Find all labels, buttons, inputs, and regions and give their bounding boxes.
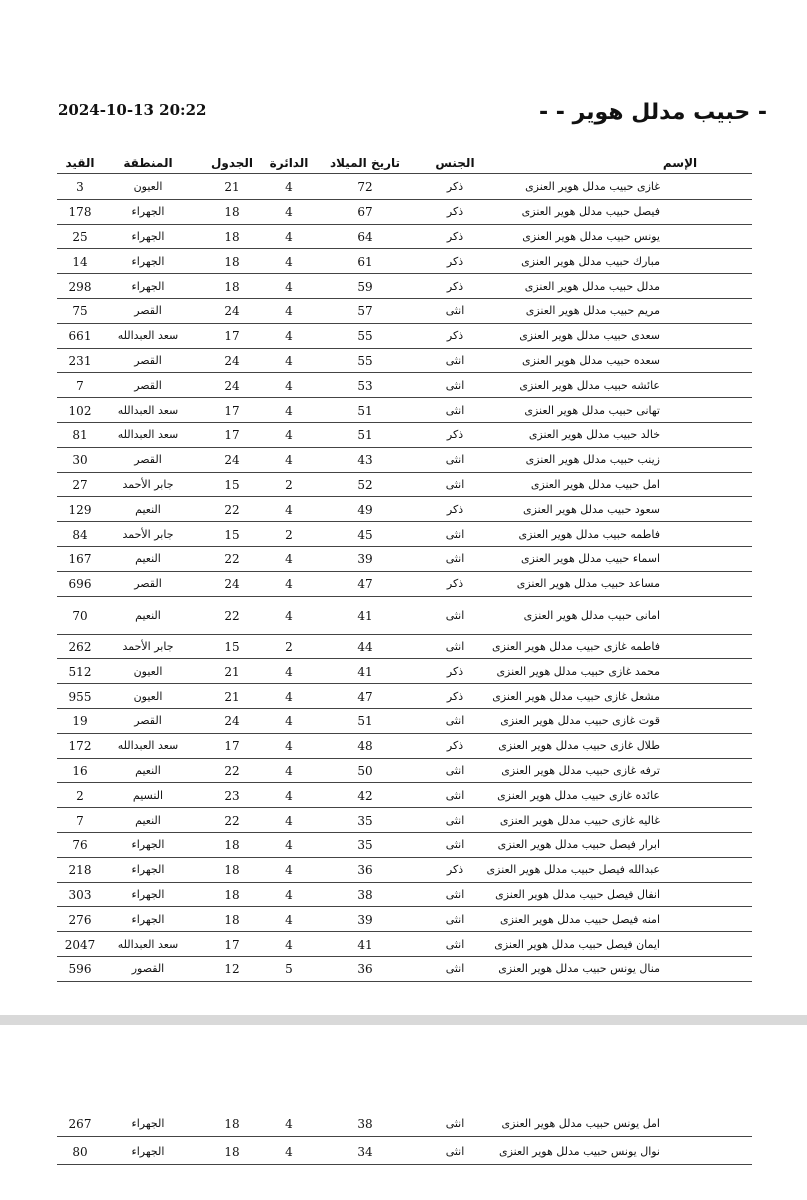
table-row-record: 30 <box>72 453 88 468</box>
table-row-birth: 61 <box>357 254 373 269</box>
table-row-birth: 38 <box>357 1117 373 1131</box>
table-row-table: 24 <box>224 354 240 368</box>
table-row-district: 4 <box>285 577 293 592</box>
table-row-gender: انثى <box>445 378 465 392</box>
table-row-gender: انثى <box>445 764 465 777</box>
table-row-birth: 41 <box>357 937 373 952</box>
table-row-birth: 41 <box>357 608 373 623</box>
table-row-district: 4 <box>285 329 293 344</box>
table-row-district: 4 <box>285 888 293 902</box>
area-header: المنطقة <box>123 156 173 170</box>
row-divider <box>57 956 752 957</box>
table-row-record: 75 <box>72 304 88 319</box>
table-row-gender: انثى <box>445 788 465 802</box>
table-row-birth: 45 <box>357 527 373 542</box>
table-row-district: 2 <box>285 527 293 542</box>
row-divider <box>57 372 752 373</box>
table-row-table: 15 <box>224 527 240 542</box>
table-row-district: 4 <box>285 279 293 294</box>
table-row-name: انفال فيصل حبيب مدلل هوير العنزى <box>495 888 660 901</box>
table-row-area: القصور <box>131 962 165 976</box>
table-row-name: سعده حبيب مدلل هوير العنزى <box>522 354 660 367</box>
table-row-name: مدلل حبيب مدلل هوير العنزى <box>524 279 660 293</box>
table-row-area: العيون <box>133 664 163 678</box>
table-row-area: الجهراء <box>131 205 165 219</box>
row-divider <box>57 708 752 709</box>
table-row-record: 76 <box>72 838 88 853</box>
table-row-birth: 47 <box>357 577 373 592</box>
table-row-table: 15 <box>224 478 240 492</box>
table-row-record: 81 <box>72 428 88 443</box>
row-divider <box>57 224 752 225</box>
table-row-area: الجهراء <box>131 230 165 243</box>
table-row-record: 167 <box>68 552 92 567</box>
table-row-birth: 35 <box>357 838 373 853</box>
row-divider <box>57 348 752 349</box>
table-row-birth: 49 <box>357 502 373 517</box>
row-divider <box>57 521 752 522</box>
row-divider <box>57 1164 752 1165</box>
table-row-record: 262 <box>68 640 92 654</box>
table-row-gender: ذكر <box>446 577 464 591</box>
table-row-table: 24 <box>224 378 240 393</box>
row-divider <box>57 546 752 547</box>
table-row-record: 303 <box>68 888 92 902</box>
table-row-record: 267 <box>68 1117 92 1131</box>
table-row-birth: 41 <box>357 664 373 679</box>
table-row-birth: 39 <box>357 912 373 927</box>
table-row-birth: 34 <box>357 1145 373 1159</box>
table-row-name: عائده غازى حبيب مدلل هوير العنزى <box>497 788 660 802</box>
table-row-gender: ذكر <box>446 254 464 268</box>
table-row-table: 18 <box>224 863 240 878</box>
table-row-area: الجهراء <box>131 888 165 901</box>
table-row-district: 4 <box>285 689 293 704</box>
row-divider <box>57 931 752 932</box>
table-row-district: 4 <box>285 378 293 393</box>
table-row-district: 4 <box>285 788 293 803</box>
table-row-gender: انثى <box>445 1117 465 1130</box>
table-row-birth: 35 <box>357 813 373 828</box>
table-row-district: 4 <box>285 1145 293 1159</box>
table-row-area: النسيم <box>132 788 164 802</box>
table-row-table: 24 <box>224 714 240 729</box>
table-row-birth: 36 <box>357 863 373 878</box>
table-row-gender: انثى <box>445 912 465 926</box>
table-row-area: القصر <box>134 453 162 467</box>
table-header: الجدول <box>210 156 254 170</box>
table-row-table: 17 <box>224 403 240 418</box>
table-row-district: 4 <box>285 764 293 778</box>
table-row-table: 18 <box>224 1117 240 1131</box>
table-row-area: القصر <box>134 378 162 392</box>
table-row-table: 24 <box>224 304 240 319</box>
table-row-area: جابر الأحمد <box>122 527 174 541</box>
row-divider <box>57 981 752 982</box>
table-row-area: سعد العبدالله <box>117 329 179 343</box>
table-row-record: 7 <box>76 813 84 828</box>
table-row-birth: 48 <box>357 739 373 754</box>
row-divider <box>57 683 752 684</box>
table-row-name: قوت غازى حبيب مدلل هوير العنزى <box>500 714 660 728</box>
row-divider <box>57 298 752 299</box>
table-row-gender: انثى <box>445 527 465 541</box>
table-row-area: الجهراء <box>131 254 165 268</box>
table-row-birth: 50 <box>357 764 373 778</box>
table-row-district: 4 <box>285 403 293 418</box>
row-divider <box>57 472 752 473</box>
table-row-district: 4 <box>285 714 293 729</box>
table-row-birth: 43 <box>357 453 373 468</box>
row-divider <box>57 658 752 659</box>
table-row-gender: انثى <box>445 813 465 827</box>
table-row-table: 23 <box>224 788 240 803</box>
table-row-district: 4 <box>285 912 293 927</box>
row-divider <box>57 323 752 324</box>
table-row-record: 218 <box>68 863 92 878</box>
table-row-gender: انثى <box>445 304 465 318</box>
table-row-district: 4 <box>285 428 293 443</box>
table-row-table: 18 <box>224 205 240 220</box>
table-row-birth: 39 <box>357 552 373 567</box>
table-row-gender: ذكر <box>446 863 464 877</box>
table-row-record: 70 <box>72 608 88 623</box>
table-row-gender: انثى <box>445 962 465 976</box>
table-row-table: 18 <box>224 1145 240 1159</box>
table-row-name: يونس حبيب مدلل هوير العنزى <box>522 230 660 243</box>
table-row-birth: 51 <box>357 714 373 729</box>
table-row-table: 21 <box>224 180 240 195</box>
table-row-area: النعيم <box>135 764 161 777</box>
table-row-table: 17 <box>224 937 240 952</box>
table-row-district: 4 <box>285 1117 293 1131</box>
table-row-table: 22 <box>224 764 240 778</box>
row-divider <box>57 273 752 274</box>
table-row-table: 22 <box>224 502 240 517</box>
table-row-record: 80 <box>72 1145 88 1159</box>
row-divider <box>57 422 752 423</box>
table-row-area: جابر الأحمد <box>122 478 174 491</box>
table-row-area: العيون <box>133 689 163 703</box>
table-row-name: مريم حبيب مدلل هوير العنزى <box>525 304 660 318</box>
table-row-record: 25 <box>72 230 88 244</box>
row-divider <box>57 248 752 249</box>
table-row-gender: ذكر <box>446 279 464 293</box>
gender-header: الجنس <box>435 156 475 170</box>
table-row-area: سعد العبدالله <box>117 428 179 442</box>
row-divider <box>57 857 752 858</box>
page-title: - حبيب مدلل هوير - - <box>538 100 767 125</box>
table-row-birth: 36 <box>357 962 373 977</box>
table-row-gender: انثى <box>445 714 465 728</box>
table-row-record: 19 <box>72 714 88 729</box>
table-row-name: مشعل غازى حبيب مدلل هوير العنزى <box>492 689 660 703</box>
table-row-gender: انثى <box>445 354 465 367</box>
table-row-name: تهانى حبيب مدلل هوير العنزى <box>524 403 660 417</box>
district-header: الدائرة <box>269 156 309 170</box>
table-row-area: النعيم <box>135 608 161 622</box>
table-row-gender: ذكر <box>446 739 464 753</box>
name-header: الإسم <box>662 156 698 170</box>
table-row-name: منال يونس حبيب مدلل هوير العنزى <box>498 962 660 976</box>
table-row-name: محمد غازى حبيب مدلل هوير العنزى <box>496 664 660 678</box>
table-row-name: ابرار فيصل حبيب مدلل هوير العنزى <box>497 838 660 852</box>
table-row-district: 4 <box>285 937 293 952</box>
table-row-gender: انثى <box>445 403 465 417</box>
table-row-district: 5 <box>285 962 293 977</box>
table-row-birth: 67 <box>357 205 373 220</box>
table-row-name: اسماء حبيب مدلل هوير العنزى <box>520 552 660 566</box>
table-row-gender: انثى <box>445 453 465 467</box>
table-row-table: 24 <box>224 577 240 592</box>
table-row-record: 512 <box>68 664 92 679</box>
table-row-birth: 47 <box>357 689 373 704</box>
table-row-gender: انثى <box>445 478 465 491</box>
table-row-gender: ذكر <box>446 502 464 516</box>
table-row-area: النعيم <box>135 552 161 566</box>
table-row-district: 2 <box>285 478 293 492</box>
table-row-district: 4 <box>285 608 293 623</box>
table-row-table: 22 <box>224 552 240 567</box>
table-row-table: 22 <box>224 813 240 828</box>
table-row-birth: 51 <box>357 403 373 418</box>
table-row-table: 24 <box>224 453 240 468</box>
table-row-birth: 38 <box>357 888 373 902</box>
table-row-area: الجهراء <box>131 279 165 293</box>
row-divider <box>57 807 752 808</box>
table-row-area: الجهراء <box>131 912 165 926</box>
table-row-area: النعيم <box>135 813 161 827</box>
table-row-area: الجهراء <box>131 1145 165 1158</box>
table-row-gender: انثى <box>445 888 465 901</box>
table-row-table: 21 <box>224 689 240 704</box>
table-row-birth: 44 <box>357 640 373 654</box>
table-row-record: 2 <box>76 788 84 803</box>
table-row-birth: 51 <box>357 428 373 443</box>
table-row-gender: ذكر <box>446 664 464 678</box>
page-sheet-2 <box>0 1025 807 1200</box>
table-row-district: 4 <box>285 304 293 319</box>
header-divider <box>57 173 752 174</box>
table-row-name: فاطمه حبيب مدلل هوير العنزى <box>518 527 660 541</box>
table-row-record: 2047 <box>64 937 96 952</box>
table-row-name: غاليه غازى حبيب مدلل هوير العنزى <box>499 813 660 827</box>
table-row-record: 102 <box>68 403 92 418</box>
table-row-gender: ذكر <box>446 230 464 243</box>
table-row-district: 4 <box>285 838 293 853</box>
table-row-birth: 53 <box>357 378 373 393</box>
table-row-gender: انثى <box>445 640 465 653</box>
table-row-table: 15 <box>224 640 240 654</box>
table-row-name: زينب حبيب مدلل هوير العنزى <box>525 453 660 467</box>
table-row-district: 4 <box>285 739 293 754</box>
table-row-record: 596 <box>68 962 92 977</box>
table-row-table: 17 <box>224 329 240 344</box>
table-row-record: 129 <box>68 502 92 517</box>
table-row-record: 298 <box>68 279 92 294</box>
row-divider <box>57 1136 752 1137</box>
table-row-table: 18 <box>224 230 240 244</box>
table-row-name: فيصل حبيب مدلل هوير العنزى <box>521 205 660 219</box>
table-row-name: عائشه حبيب مدلل هوير العنزى <box>519 378 660 392</box>
table-row-birth: 72 <box>357 180 373 195</box>
table-row-name: نوال يونس حبيب مدلل هوير العنزى <box>498 1145 660 1158</box>
table-row-name: ترفه غازى حبيب مدلل هوير العنزى <box>501 764 660 777</box>
table-row-record: 661 <box>68 329 92 344</box>
table-row-area: العيون <box>133 180 163 194</box>
table-row-gender: انثى <box>445 1145 465 1158</box>
print-timestamp: 2024-10-13 20:22 <box>58 101 207 119</box>
table-row-table: 18 <box>224 912 240 927</box>
table-row-district: 2 <box>285 640 293 654</box>
table-row-table: 18 <box>224 888 240 902</box>
table-row-record: 696 <box>68 577 92 592</box>
table-row-name: امل حبيب مدلل هوير العنزى <box>530 478 660 491</box>
table-row-district: 4 <box>285 453 293 468</box>
table-row-name: ايمان فيصل حبيب مدلل هوير العنزى <box>494 937 660 951</box>
table-row-name: امنه فيصل حبيب مدلل هوير العنزى <box>499 912 660 926</box>
table-row-table: 18 <box>224 254 240 269</box>
table-row-birth: 55 <box>357 329 373 344</box>
table-row-area: سعد العبدالله <box>117 937 179 951</box>
table-row-name: امانى حبيب مدلل هوير العنزى <box>523 608 660 622</box>
table-row-area: جابر الأحمد <box>122 640 174 653</box>
row-divider <box>57 782 752 783</box>
row-divider <box>57 397 752 398</box>
table-row-district: 4 <box>285 354 293 368</box>
table-row-table: 22 <box>224 608 240 623</box>
birth-header: تاريخ الميلاد <box>329 156 401 170</box>
table-row-record: 178 <box>68 205 92 220</box>
table-row-table: 18 <box>224 279 240 294</box>
table-row-gender: انثى <box>445 838 465 852</box>
table-row-birth: 52 <box>357 478 373 492</box>
row-divider <box>57 571 752 572</box>
table-row-birth: 64 <box>357 230 373 244</box>
table-row-record: 84 <box>72 527 88 542</box>
table-row-gender: انثى <box>445 608 465 622</box>
row-divider <box>57 199 752 200</box>
table-row-gender: انثى <box>445 552 465 566</box>
table-row-birth: 42 <box>357 788 373 803</box>
table-row-district: 4 <box>285 205 293 220</box>
table-row-area: القصر <box>134 714 162 728</box>
row-divider <box>57 634 752 635</box>
table-row-district: 4 <box>285 230 293 244</box>
row-divider <box>57 758 752 759</box>
table-row-table: 21 <box>224 664 240 679</box>
table-row-district: 4 <box>285 664 293 679</box>
table-row-area: القصر <box>134 354 162 367</box>
row-divider <box>57 733 752 734</box>
table-row-name: امل يونس حبيب مدلل هوير العنزى <box>501 1117 660 1130</box>
table-row-area: الجهراء <box>131 838 165 852</box>
row-divider <box>57 906 752 907</box>
table-row-district: 4 <box>285 254 293 269</box>
row-divider <box>57 496 752 497</box>
table-row-district: 4 <box>285 813 293 828</box>
table-row-record: 16 <box>72 764 88 778</box>
table-row-birth: 55 <box>357 354 373 368</box>
row-divider <box>57 832 752 833</box>
table-row-record: 231 <box>68 354 92 368</box>
row-divider <box>57 882 752 883</box>
table-row-record: 7 <box>76 378 84 393</box>
table-row-area: الجهراء <box>131 1117 165 1130</box>
table-row-table: 17 <box>224 428 240 443</box>
table-row-area: سعد العبدالله <box>117 403 179 417</box>
table-row-district: 4 <box>285 552 293 567</box>
table-row-record: 172 <box>68 739 92 754</box>
table-row-gender: ذكر <box>446 329 464 343</box>
table-row-name: مبارك حبيب مدلل هوير العنزى <box>521 254 660 268</box>
table-row-gender: ذكر <box>446 180 464 194</box>
table-row-table: 12 <box>224 962 240 977</box>
table-row-birth: 57 <box>357 304 373 319</box>
row-divider <box>57 596 752 597</box>
table-row-gender: ذكر <box>446 205 464 219</box>
table-row-area: النعيم <box>135 502 161 516</box>
table-row-district: 4 <box>285 863 293 878</box>
row-divider <box>57 447 752 448</box>
table-row-area: القصر <box>134 577 162 591</box>
table-row-name: طلال غازى حبيب مدلل هوير العنزى <box>498 739 660 753</box>
table-row-gender: ذكر <box>446 689 464 703</box>
table-row-gender: انثى <box>445 937 465 951</box>
table-row-table: 18 <box>224 838 240 853</box>
table-row-area: سعد العبدالله <box>117 739 179 753</box>
table-row-record: 955 <box>68 689 92 704</box>
table-row-name: سعود حبيب مدلل هوير العنزى <box>522 502 660 516</box>
table-row-gender: ذكر <box>446 428 464 442</box>
table-row-table: 17 <box>224 739 240 754</box>
table-row-birth: 59 <box>357 279 373 294</box>
table-row-area: القصر <box>134 304 162 318</box>
table-row-record: 27 <box>72 478 88 492</box>
record-header: القيد <box>65 156 95 170</box>
table-row-record: 276 <box>68 912 92 927</box>
table-row-district: 4 <box>285 180 293 195</box>
table-row-name: فاطمه غازى حبيب مدلل هوير العنزى <box>491 640 660 653</box>
table-row-record: 14 <box>72 254 88 269</box>
table-row-name: مساعد حبيب مدلل هوير العنزى <box>516 577 660 591</box>
table-row-district: 4 <box>285 502 293 517</box>
table-row-area: الجهراء <box>131 863 165 877</box>
table-row-record: 3 <box>76 180 84 195</box>
table-row-name: عبدالله فيصل حبيب مدلل هوير العنزى <box>486 863 660 877</box>
table-row-name: خالد حبيب مدلل هوير العنزى <box>528 428 660 442</box>
table-row-name: غازى حبيب مدلل هوير العنزى <box>525 180 660 194</box>
table-row-name: سعدى حبيب مدلل هوير العنزى <box>519 329 660 343</box>
